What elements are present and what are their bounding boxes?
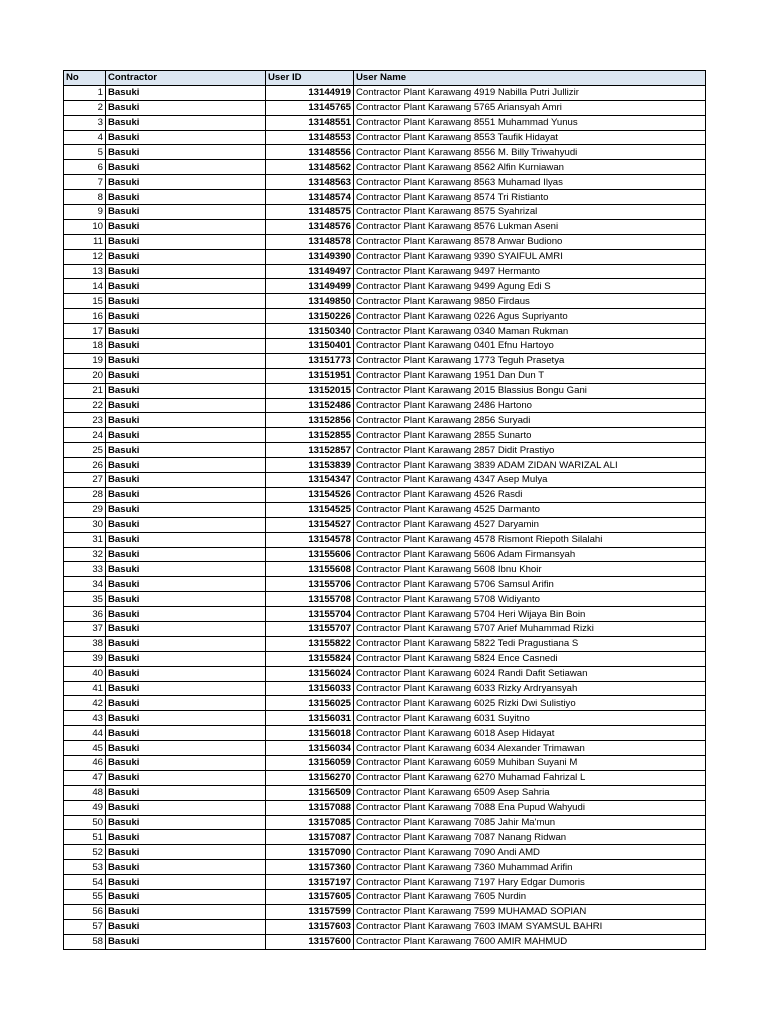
user-name-cell: Contractor Plant Karawang 8576 Lukman Aseni [354, 219, 706, 234]
row-number: 37 [64, 621, 106, 636]
table-row [64, 785, 706, 800]
table-row [64, 726, 706, 741]
user-id-cell: 13157599 [266, 904, 354, 919]
contractor-cell: Basuki [106, 919, 266, 934]
contractor-cell: Basuki [106, 889, 266, 904]
user-id-cell: 13156031 [266, 711, 354, 726]
row-number: 17 [64, 324, 106, 339]
user-id-cell: 13155707 [266, 621, 354, 636]
table-row [64, 398, 706, 413]
user-id-cell: 13156025 [266, 696, 354, 711]
user-name-cell: Contractor Plant Karawang 4527 Daryamin [354, 517, 706, 532]
table-row [64, 339, 706, 354]
table-row [64, 889, 706, 904]
row-number: 35 [64, 592, 106, 607]
row-number: 4 [64, 130, 106, 145]
row-number: 41 [64, 681, 106, 696]
user-id-cell: 13157600 [266, 934, 354, 949]
user-name-cell: Contractor Plant Karawang 2015 Blassius Bongu Gani [354, 383, 706, 398]
user-id-cell: 13155606 [266, 547, 354, 562]
table-row [64, 592, 706, 607]
user-id-cell: 13154527 [266, 517, 354, 532]
row-number: 46 [64, 755, 106, 770]
table-row [64, 607, 706, 622]
user-name-cell: Contractor Plant Karawang 6034 Alexander Trimawan [354, 741, 706, 756]
contractor-cell: Basuki [106, 130, 266, 145]
user-id-cell: 13149497 [266, 264, 354, 279]
row-number: 10 [64, 219, 106, 234]
row-number: 5 [64, 145, 106, 160]
contractor-cell: Basuki [106, 473, 266, 488]
user-name-cell: Contractor Plant Karawang 8563 Muhamad Ilyas [354, 175, 706, 190]
contractor-cell: Basuki [106, 234, 266, 249]
contractor-cell: Basuki [106, 339, 266, 354]
contractor-cell: Basuki [106, 517, 266, 532]
user-id-cell: 13144919 [266, 85, 354, 100]
contractor-cell: Basuki [106, 294, 266, 309]
row-number: 48 [64, 785, 106, 800]
row-number: 43 [64, 711, 106, 726]
user-name-cell: Contractor Plant Karawang 6059 Muhiban Suyani M [354, 755, 706, 770]
contractor-cell: Basuki [106, 115, 266, 130]
user-name-cell: Contractor Plant Karawang 7087 Nanang Ridwan [354, 830, 706, 845]
table-row [64, 473, 706, 488]
contractor-cell: Basuki [106, 666, 266, 681]
contractor-cell: Basuki [106, 309, 266, 324]
table-row [64, 621, 706, 636]
user-name-cell: Contractor Plant Karawang 0401 Efnu Hartoyo [354, 339, 706, 354]
row-number: 58 [64, 934, 106, 949]
table-row [64, 264, 706, 279]
contractor-cell: Basuki [106, 175, 266, 190]
user-name-cell: Contractor Plant Karawang 5706 Samsul Arifin [354, 577, 706, 592]
user-id-cell: 13156270 [266, 770, 354, 785]
user-name-cell: Contractor Plant Karawang 4578 Rismont Riepoth Silalahi [354, 532, 706, 547]
contractor-cell: Basuki [106, 741, 266, 756]
table-row [64, 100, 706, 115]
user-name-cell: Contractor Plant Karawang 8578 Anwar Budiono [354, 234, 706, 249]
contractor-cell: Basuki [106, 279, 266, 294]
row-number: 6 [64, 160, 106, 175]
header-contractor: Contractor [106, 71, 266, 86]
contractor-cell: Basuki [106, 562, 266, 577]
user-name-cell: Contractor Plant Karawang 6024 Randi Dafit Setiawan [354, 666, 706, 681]
row-number: 31 [64, 532, 106, 547]
table-row [64, 190, 706, 205]
user-id-cell: 13148562 [266, 160, 354, 175]
user-name-cell: Contractor Plant Karawang 4525 Darmanto [354, 502, 706, 517]
user-id-cell: 13152856 [266, 413, 354, 428]
user-id-cell: 13156509 [266, 785, 354, 800]
user-name-cell: Contractor Plant Karawang 9850 Firdaus [354, 294, 706, 309]
contractor-user-table [63, 70, 706, 950]
contractor-cell: Basuki [106, 428, 266, 443]
contractor-cell: Basuki [106, 800, 266, 815]
user-id-cell: 13149850 [266, 294, 354, 309]
contractor-cell: Basuki [106, 383, 266, 398]
row-number: 45 [64, 741, 106, 756]
table-row [64, 636, 706, 651]
contractor-cell: Basuki [106, 264, 266, 279]
contractor-cell: Basuki [106, 696, 266, 711]
user-id-cell: 13157085 [266, 815, 354, 830]
user-id-cell: 13151773 [266, 353, 354, 368]
row-number: 2 [64, 100, 106, 115]
user-name-cell: Contractor Plant Karawang 8553 Taufik Hidayat [354, 130, 706, 145]
user-id-cell: 13152486 [266, 398, 354, 413]
user-id-cell: 13145765 [266, 100, 354, 115]
table-row [64, 934, 706, 949]
contractor-cell: Basuki [106, 205, 266, 220]
table-row [64, 532, 706, 547]
user-name-cell: Contractor Plant Karawang 9390 SYAIFUL AMRI [354, 249, 706, 264]
row-number: 39 [64, 651, 106, 666]
row-number: 56 [64, 904, 106, 919]
contractor-cell: Basuki [106, 160, 266, 175]
table-row [64, 547, 706, 562]
table-row [64, 279, 706, 294]
user-id-cell: 13148575 [266, 205, 354, 220]
user-name-cell: Contractor Plant Karawang 2855 Sunarto [354, 428, 706, 443]
table-row [64, 845, 706, 860]
row-number: 24 [64, 428, 106, 443]
user-name-cell: Contractor Plant Karawang 6018 Asep Hidayat [354, 726, 706, 741]
row-number: 20 [64, 368, 106, 383]
user-id-cell: 13157090 [266, 845, 354, 860]
row-number: 22 [64, 398, 106, 413]
contractor-cell: Basuki [106, 398, 266, 413]
contractor-cell: Basuki [106, 532, 266, 547]
row-number: 3 [64, 115, 106, 130]
user-id-cell: 13156018 [266, 726, 354, 741]
row-number: 52 [64, 845, 106, 860]
row-number: 50 [64, 815, 106, 830]
user-name-cell: Contractor Plant Karawang 6509 Asep Sahria [354, 785, 706, 800]
table-row [64, 145, 706, 160]
contractor-cell: Basuki [106, 681, 266, 696]
user-id-cell: 13151951 [266, 368, 354, 383]
table-row [64, 696, 706, 711]
table-row [64, 711, 706, 726]
header-row [64, 71, 706, 86]
contractor-cell: Basuki [106, 249, 266, 264]
row-number: 19 [64, 353, 106, 368]
table-row [64, 681, 706, 696]
user-name-cell: Contractor Plant Karawang 4919 Nabilla Putri Jullizir [354, 85, 706, 100]
table-row [64, 294, 706, 309]
user-id-cell: 13157603 [266, 919, 354, 934]
user-id-cell: 13155708 [266, 592, 354, 607]
user-id-cell: 13157088 [266, 800, 354, 815]
user-name-cell: Contractor Plant Karawang 8551 Muhammad Yunus [354, 115, 706, 130]
user-name-cell: Contractor Plant Karawang 4526 Rasdi [354, 487, 706, 502]
user-id-cell: 13157360 [266, 860, 354, 875]
user-id-cell: 13148578 [266, 234, 354, 249]
row-number: 32 [64, 547, 106, 562]
row-number: 49 [64, 800, 106, 815]
user-name-cell: Contractor Plant Karawang 8574 Tri Ristianto [354, 190, 706, 205]
user-id-cell: 13152855 [266, 428, 354, 443]
row-number: 57 [64, 919, 106, 934]
user-id-cell: 13153839 [266, 458, 354, 473]
user-name-cell: Contractor Plant Karawang 4347 Asep Mulya [354, 473, 706, 488]
table-row [64, 875, 706, 890]
contractor-cell: Basuki [106, 100, 266, 115]
user-name-cell: Contractor Plant Karawang 5765 Ariansyah Amri [354, 100, 706, 115]
table-row [64, 666, 706, 681]
user-name-cell: Contractor Plant Karawang 5606 Adam Firmansyah [354, 547, 706, 562]
row-number: 9 [64, 205, 106, 220]
row-number: 34 [64, 577, 106, 592]
header-user-id: User ID [266, 71, 354, 86]
row-number: 1 [64, 85, 106, 100]
contractor-cell: Basuki [106, 636, 266, 651]
table-row [64, 443, 706, 458]
contractor-cell: Basuki [106, 190, 266, 205]
user-id-cell: 13156034 [266, 741, 354, 756]
user-name-cell: Contractor Plant Karawang 0226 Agus Supriyanto [354, 309, 706, 324]
user-id-cell: 13157197 [266, 875, 354, 890]
row-number: 11 [64, 234, 106, 249]
row-number: 36 [64, 607, 106, 622]
user-name-cell: Contractor Plant Karawang 5608 Ibnu Khoir [354, 562, 706, 577]
user-name-cell: Contractor Plant Karawang 9499 Agung Edi S [354, 279, 706, 294]
user-name-cell: Contractor Plant Karawang 2486 Hartono [354, 398, 706, 413]
row-number: 53 [64, 860, 106, 875]
user-id-cell: 13156033 [266, 681, 354, 696]
user-id-cell: 13149390 [266, 249, 354, 264]
user-name-cell: Contractor Plant Karawang 9497 Hermanto [354, 264, 706, 279]
user-name-cell: Contractor Plant Karawang 6031 Suyitno [354, 711, 706, 726]
row-number: 51 [64, 830, 106, 845]
contractor-cell: Basuki [106, 324, 266, 339]
user-id-cell: 13148556 [266, 145, 354, 160]
user-name-cell: Contractor Plant Karawang 8556 M. Billy Triwahyudi [354, 145, 706, 160]
contractor-cell: Basuki [106, 607, 266, 622]
table-row [64, 458, 706, 473]
row-number: 42 [64, 696, 106, 711]
row-number: 27 [64, 473, 106, 488]
table-row [64, 860, 706, 875]
table-row [64, 234, 706, 249]
table-row [64, 249, 706, 264]
table-row [64, 309, 706, 324]
user-name-cell: Contractor Plant Karawang 1773 Teguh Prasetya [354, 353, 706, 368]
contractor-cell: Basuki [106, 830, 266, 845]
row-number: 7 [64, 175, 106, 190]
table-row [64, 517, 706, 532]
user-id-cell: 13150401 [266, 339, 354, 354]
user-name-cell: Contractor Plant Karawang 6033 Rizky Ardryansyah [354, 681, 706, 696]
table-row [64, 205, 706, 220]
table-row [64, 130, 706, 145]
contractor-cell: Basuki [106, 592, 266, 607]
row-number: 28 [64, 487, 106, 502]
contractor-cell: Basuki [106, 547, 266, 562]
user-id-cell: 13155824 [266, 651, 354, 666]
user-name-cell: Contractor Plant Karawang 7360 Muhammad Arifin [354, 860, 706, 875]
contractor-cell: Basuki [106, 875, 266, 890]
user-name-cell: Contractor Plant Karawang 0340 Maman Rukman [354, 324, 706, 339]
user-name-cell: Contractor Plant Karawang 7600 AMIR MAHMUD [354, 934, 706, 949]
table-row [64, 904, 706, 919]
user-id-cell: 13150226 [266, 309, 354, 324]
table-row [64, 160, 706, 175]
user-name-cell: Contractor Plant Karawang 7605 Nurdin [354, 889, 706, 904]
table-row [64, 487, 706, 502]
table-row [64, 115, 706, 130]
row-number: 29 [64, 502, 106, 517]
table-row [64, 770, 706, 785]
table-row [64, 919, 706, 934]
contractor-cell: Basuki [106, 85, 266, 100]
contractor-cell: Basuki [106, 145, 266, 160]
contractor-cell: Basuki [106, 458, 266, 473]
row-number: 16 [64, 309, 106, 324]
row-number: 18 [64, 339, 106, 354]
user-name-cell: Contractor Plant Karawang 5707 Arief Muhammad Rizki [354, 621, 706, 636]
user-id-cell: 13154578 [266, 532, 354, 547]
row-number: 23 [64, 413, 106, 428]
table-row [64, 413, 706, 428]
user-name-cell: Contractor Plant Karawang 6270 Muhamad Fahrizal L [354, 770, 706, 785]
user-id-cell: 13149499 [266, 279, 354, 294]
table-row [64, 324, 706, 339]
user-name-cell: Contractor Plant Karawang 2856 Suryadi [354, 413, 706, 428]
contractor-cell: Basuki [106, 904, 266, 919]
user-name-cell: Contractor Plant Karawang 5822 Tedi Pragustiana S [354, 636, 706, 651]
contractor-cell: Basuki [106, 443, 266, 458]
table-row [64, 175, 706, 190]
contractor-cell: Basuki [106, 487, 266, 502]
row-number: 44 [64, 726, 106, 741]
table-row [64, 755, 706, 770]
user-id-cell: 13157087 [266, 830, 354, 845]
table-row [64, 830, 706, 845]
table-row [64, 85, 706, 100]
table-row [64, 577, 706, 592]
row-number: 33 [64, 562, 106, 577]
header-no: No [64, 71, 106, 86]
row-number: 12 [64, 249, 106, 264]
user-id-cell: 13155822 [266, 636, 354, 651]
row-number: 8 [64, 190, 106, 205]
contractor-cell: Basuki [106, 219, 266, 234]
table-row [64, 428, 706, 443]
row-number: 55 [64, 889, 106, 904]
user-name-cell: Contractor Plant Karawang 5824 Ence Casnedi [354, 651, 706, 666]
table-row [64, 815, 706, 830]
contractor-cell: Basuki [106, 577, 266, 592]
user-name-cell: Contractor Plant Karawang 7090 Andi AMD [354, 845, 706, 860]
user-id-cell: 13148551 [266, 115, 354, 130]
user-name-cell: Contractor Plant Karawang 7085 Jahir Ma'mun [354, 815, 706, 830]
user-id-cell: 13150340 [266, 324, 354, 339]
row-number: 54 [64, 875, 106, 890]
user-name-cell: Contractor Plant Karawang 7599 MUHAMAD SOPIAN [354, 904, 706, 919]
contractor-cell: Basuki [106, 934, 266, 949]
contractor-cell: Basuki [106, 770, 266, 785]
user-id-cell: 13148574 [266, 190, 354, 205]
user-name-cell: Contractor Plant Karawang 8575 Syahrizal [354, 205, 706, 220]
user-name-cell: Contractor Plant Karawang 8562 Alfin Kurniawan [354, 160, 706, 175]
row-number: 21 [64, 383, 106, 398]
table-row [64, 383, 706, 398]
row-number: 15 [64, 294, 106, 309]
contractor-cell: Basuki [106, 368, 266, 383]
user-name-cell: Contractor Plant Karawang 2857 Didit Prastiyo [354, 443, 706, 458]
user-name-cell: Contractor Plant Karawang 3839 ADAM ZIDAN WARIZAL ALI [354, 458, 706, 473]
contractor-cell: Basuki [106, 651, 266, 666]
user-id-cell: 13152015 [266, 383, 354, 398]
table-row [64, 353, 706, 368]
table-row [64, 368, 706, 383]
contractor-cell: Basuki [106, 621, 266, 636]
user-id-cell: 13154525 [266, 502, 354, 517]
row-number: 40 [64, 666, 106, 681]
user-name-cell: Contractor Plant Karawang 7197 Hary Edgar Dumoris [354, 875, 706, 890]
user-id-cell: 13148576 [266, 219, 354, 234]
table-row [64, 502, 706, 517]
user-id-cell: 13152857 [266, 443, 354, 458]
user-id-cell: 13155704 [266, 607, 354, 622]
contractor-cell: Basuki [106, 711, 266, 726]
table-body [64, 85, 706, 949]
contractor-cell: Basuki [106, 413, 266, 428]
contractor-cell: Basuki [106, 860, 266, 875]
contractor-cell: Basuki [106, 815, 266, 830]
row-number: 47 [64, 770, 106, 785]
table-row [64, 219, 706, 234]
user-id-cell: 13155608 [266, 562, 354, 577]
user-id-cell: 13154526 [266, 487, 354, 502]
user-id-cell: 13156024 [266, 666, 354, 681]
user-name-cell: Contractor Plant Karawang 7603 IMAM SYAMSUL BAHRI [354, 919, 706, 934]
row-number: 30 [64, 517, 106, 532]
user-name-cell: Contractor Plant Karawang 7088 Ena Pupud Wahyudi [354, 800, 706, 815]
header-user-name: User Name [354, 71, 706, 86]
user-name-cell: Contractor Plant Karawang 6025 Rizki Dwi Sulistiyo [354, 696, 706, 711]
user-id-cell: 13148563 [266, 175, 354, 190]
contractor-cell: Basuki [106, 785, 266, 800]
row-number: 38 [64, 636, 106, 651]
user-id-cell: 13156059 [266, 755, 354, 770]
user-name-cell: Contractor Plant Karawang 5704 Heri Wijaya Bin Boin [354, 607, 706, 622]
user-name-cell: Contractor Plant Karawang 5708 Widiyanto [354, 592, 706, 607]
user-id-cell: 13148553 [266, 130, 354, 145]
table-row [64, 741, 706, 756]
contractor-cell: Basuki [106, 726, 266, 741]
table-row [64, 800, 706, 815]
user-id-cell: 13157605 [266, 889, 354, 904]
row-number: 13 [64, 264, 106, 279]
user-id-cell: 13154347 [266, 473, 354, 488]
contractor-cell: Basuki [106, 755, 266, 770]
contractor-cell: Basuki [106, 353, 266, 368]
row-number: 25 [64, 443, 106, 458]
row-number: 26 [64, 458, 106, 473]
user-name-cell: Contractor Plant Karawang 1951 Dan Dun T [354, 368, 706, 383]
user-id-cell: 13155706 [266, 577, 354, 592]
contractor-cell: Basuki [106, 502, 266, 517]
table-row [64, 651, 706, 666]
table-row [64, 562, 706, 577]
contractor-cell: Basuki [106, 845, 266, 860]
row-number: 14 [64, 279, 106, 294]
